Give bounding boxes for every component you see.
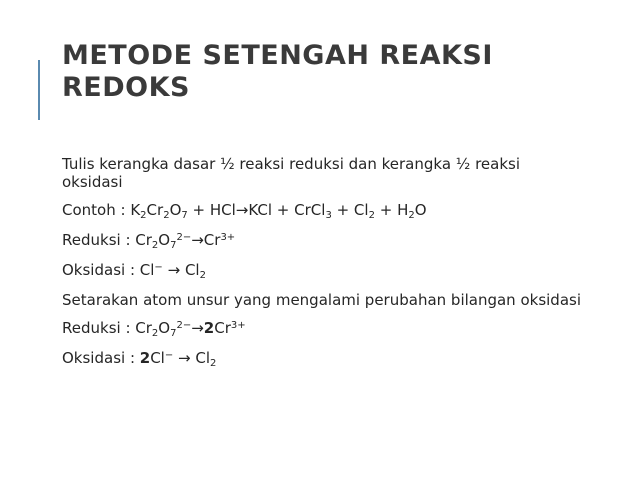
oksidasi-label: Oksidasi : [62,349,140,367]
reduksi-label: Reduksi : [62,319,136,337]
h2o-formula: $H_2O$ [397,201,427,221]
cr3-ion: $Cr^{3+}$ [214,319,246,337]
cr3-ion: $Cr^{3+}$ [203,231,236,249]
coefficient-2: 2 [139,349,151,367]
title-line-2: REDOKS [62,72,190,103]
intro-text: Tulis kerangka dasar ½ reaksi reduksi dan kerangka ½ reaksi oksidasi [62,155,521,191]
cl2-formula: $Cl_2$ [184,261,206,281]
cl2-formula: $Cl_2$ [353,201,375,221]
arrow-icon: → [167,261,181,279]
arrow-icon: → [191,319,204,337]
slide-title [62,40,493,104]
accent-bar [38,60,40,120]
title-line-1: METODE SETENGAH REAKSI [62,40,493,71]
contoh-line: Contoh : $K_2Cr_2O_7 + HCl\to KCl$ + CrCl$_3$ + $Cl_2 + H_2O$ [62,201,427,221]
coefficient-2: 2 [203,319,215,337]
cl-ion: Cl− [150,349,174,367]
cr2o7-ion: $Cr_2O_7^{2-}$ [135,231,192,251]
oksidasi-label: Oksidasi : [62,261,140,279]
oksidasi-line-2 [62,349,582,367]
setarakan-text: Setarakan atom unsur yang mengalami perubahan bilangan oksidasi [62,291,582,309]
slide-content [62,155,582,379]
reduksi-line-2 [62,319,582,337]
oksidasi-line-1 [62,261,582,279]
cr2o7-ion: $Cr_2O_7^{2-}$ [135,319,192,339]
kcl-formula: KCl [248,201,273,219]
hcl-formula: HCl [209,201,236,219]
reduksi-label: Reduksi : [62,231,136,249]
arrow-icon: → [191,231,204,249]
arrow-icon: → [178,349,191,367]
cl-ion: Cl− [139,261,163,279]
crcl3-formula: CrCl$_3$ [294,201,332,221]
cl2-formula: $Cl_2$ [195,349,217,369]
k2cr2o7-formula: $K_2Cr_2O_7$ [130,201,188,221]
contoh-label: Contoh : [62,201,131,219]
reduksi-line-1 [62,231,582,249]
arrow-icon: → [235,201,249,219]
